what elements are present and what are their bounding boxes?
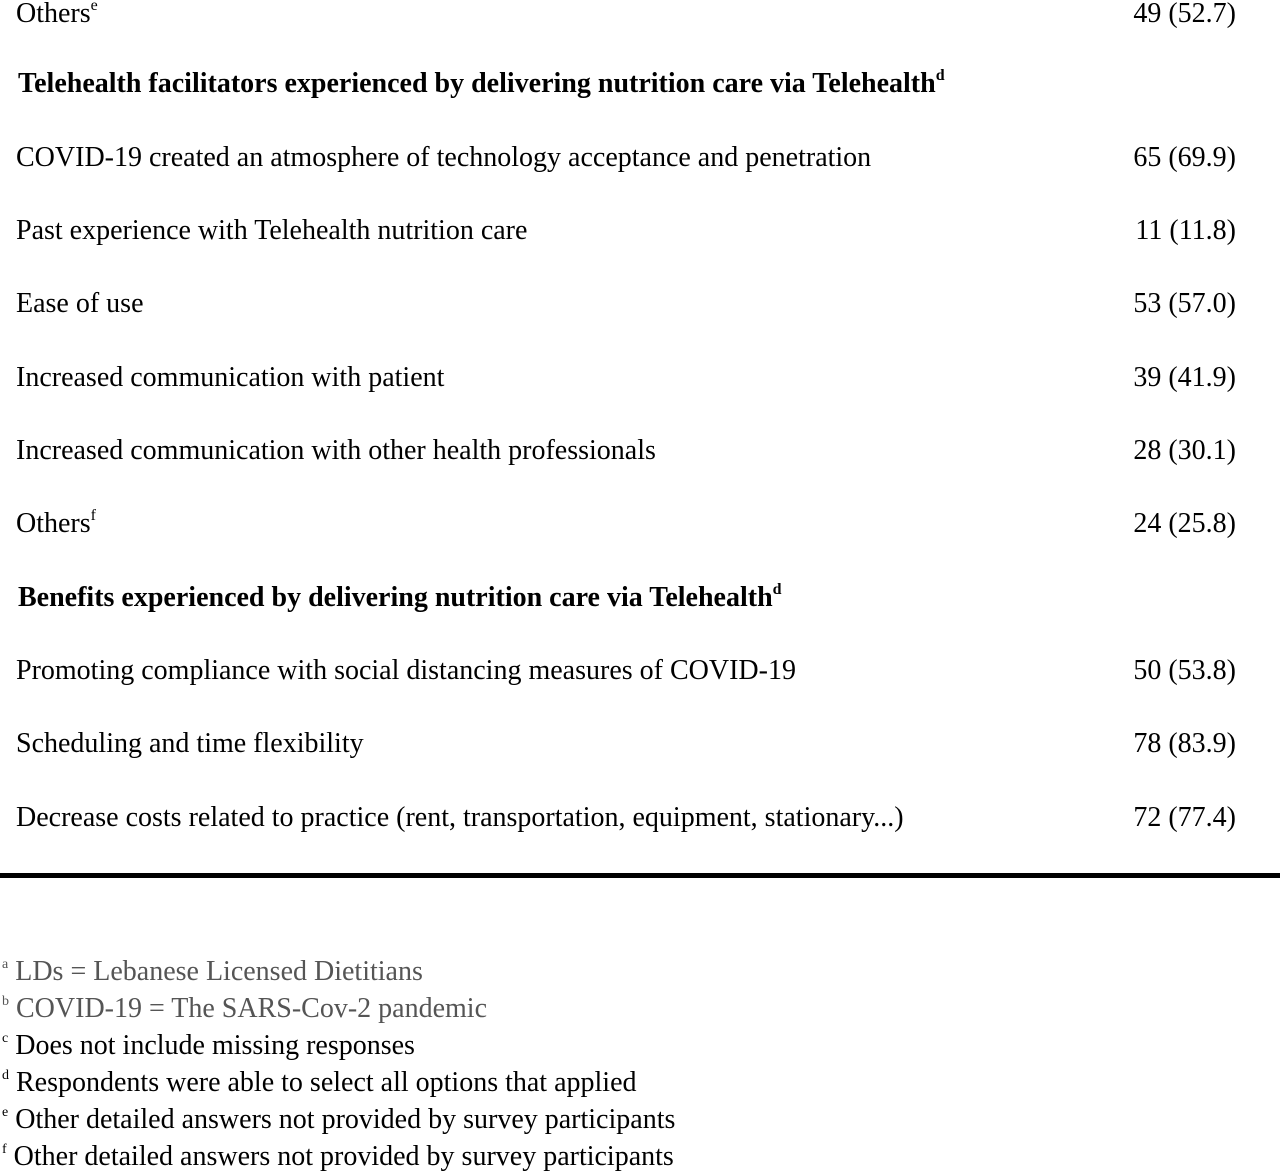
section-heading-label: Telehealth facilitators experienced by delivering nutrition care via Telehealth$^d$ [18, 67, 945, 99]
row-value: 53 (57.0) [1133, 288, 1236, 319]
footnote-marker: d [935, 67, 945, 84]
row-value: 39 (41.9) [1133, 362, 1236, 393]
footnote-text: Other detailed answers not provided by survey participants [15, 1104, 676, 1135]
table-row [16, 140, 1236, 176]
footnote-text: Does not include missing responses [15, 1030, 415, 1061]
footnote-mark: e [2, 1105, 9, 1120]
footnote-text: COVID-19 = The SARS-Cov-2 pandemic [16, 993, 488, 1024]
row-value: 11 (11.8) [1135, 215, 1236, 246]
table-row [16, 653, 1236, 689]
footnote-marker: d [772, 581, 782, 598]
footnotes [2, 953, 675, 1175]
table-bottom-rule [0, 873, 1280, 878]
footnote-mark: b [2, 994, 9, 1009]
row-label: Scheduling and time flexibility [16, 728, 364, 759]
section-heading-label: Benefits experienced by delivering nutrition care via Telehealth$^d$ [18, 581, 782, 613]
row-value: 50 (53.8) [1133, 655, 1236, 686]
row-value: 49 (52.7) [1133, 0, 1236, 29]
table-row [16, 286, 1236, 322]
row-value: 72 (77.4) [1133, 802, 1236, 833]
row-value: 24 (25.8) [1133, 508, 1236, 539]
table-row [16, 213, 1236, 249]
footnote-mark: c [2, 1031, 9, 1046]
row-label: Others$^f$ [16, 507, 96, 539]
table-row [16, 726, 1236, 762]
row-label: Past experience with Telehealth nutrition care [16, 215, 528, 246]
footnote-item [2, 1101, 675, 1138]
footnote-text: LDs = Lebanese Licensed Dietitians [15, 956, 423, 987]
footnote-marker: f [90, 507, 96, 524]
footnote-mark: f [2, 1142, 7, 1157]
row-value: 78 (83.9) [1133, 728, 1236, 759]
footnote-item [2, 1138, 675, 1175]
footnote-item [2, 1027, 675, 1064]
footnote-marker: e [90, 0, 98, 14]
section-heading [16, 66, 1236, 102]
footnote-mark: a [2, 957, 9, 972]
table-row [16, 433, 1236, 469]
footnote-mark: d [2, 1068, 9, 1083]
table-row [16, 0, 1236, 32]
footnote-item [2, 1064, 675, 1101]
footnote-text: Respondents were able to select all options that applied [16, 1067, 637, 1098]
row-label: Promoting compliance with social distancing measures of COVID-19 [16, 655, 796, 686]
row-label: Increased communication with other health professionals [16, 435, 656, 466]
row-label: Increased communication with patient [16, 362, 445, 393]
footnote-item [2, 990, 675, 1027]
row-value: 28 (30.1) [1133, 435, 1236, 466]
table-row [16, 800, 1236, 836]
table-row [16, 360, 1236, 396]
row-label: Ease of use [16, 288, 144, 319]
row-label: Decrease costs related to practice (rent, transportation, equipment, stationary...) [16, 802, 904, 833]
row-label: Others$^e$ [16, 0, 98, 32]
row-value: 65 (69.9) [1133, 142, 1236, 173]
table-row [16, 506, 1236, 542]
footnote-item [2, 953, 675, 990]
row-label: COVID-19 created an atmosphere of technology acceptance and penetration [16, 142, 872, 173]
footnote-text: Other detailed answers not provided by survey participants [13, 1141, 674, 1172]
section-heading [16, 580, 1236, 616]
